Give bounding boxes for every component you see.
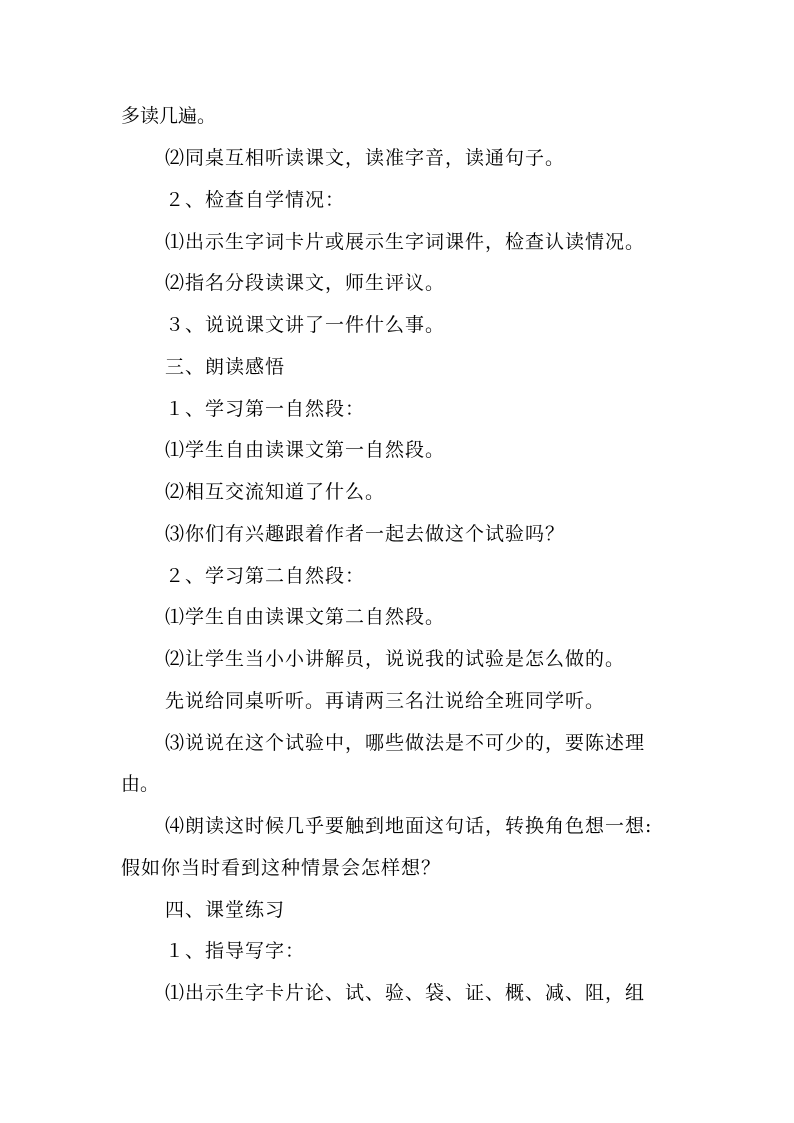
text-line-17: 由。 (121, 773, 160, 795)
text-line-10: ⑵相互交流知道了什么。 (165, 481, 386, 503)
text-line-6: ３、说说课文讲了一件什么事。 (165, 314, 446, 336)
text-line-8: １、学习第一自然段： (165, 398, 366, 420)
text-line-2: ⑵同桌互相听读课文，读准字音，读通句子。 (165, 147, 566, 169)
text-line-18: ⑷朗读这时候几乎要触到地面这句话，转换角色想一想: (165, 815, 653, 837)
text-line-9: ⑴学生自由读课文第一自然段。 (165, 439, 446, 461)
text-line-21: １、指导写字： (165, 940, 306, 962)
text-line-11: ⑶你们有兴趣跟着作者一起去做这个试验吗？ (165, 523, 566, 545)
text-line-16: ⑶说说在这个试验中，哪些做法是不可少的，要陈述理 (165, 732, 646, 754)
text-line-22: ⑴出示生字卡片论、试、验、袋、证、概、减、阻，组 (165, 982, 646, 1004)
text-line-14: ⑵让学生当小小讲解员，说说我的试验是怎么做的。 (165, 648, 626, 670)
text-line-19: 假如你当时看到这种情景会怎样想？ (121, 857, 442, 879)
text-line-1: 多读几遍。 (121, 105, 217, 127)
text-line-4: ⑴出示生字词卡片或展示生字词课件，检查认读情况。 (165, 231, 646, 253)
text-line-3: ２、检查自学情况： (165, 189, 346, 211)
section-heading-4: 四、课堂练习 (165, 899, 286, 921)
text-line-13: ⑴学生自由读课文第二自然段。 (165, 606, 446, 628)
text-line-5: ⑵指名分段读课文，师生评议。 (165, 272, 446, 294)
section-heading-3: 三、朗读感悟 (165, 356, 286, 378)
text-line-12: ２、学习第二自然段： (165, 565, 366, 587)
text-line-15: 先说给同桌听听。再请两三名汢说给全班同学听。 (165, 690, 606, 712)
